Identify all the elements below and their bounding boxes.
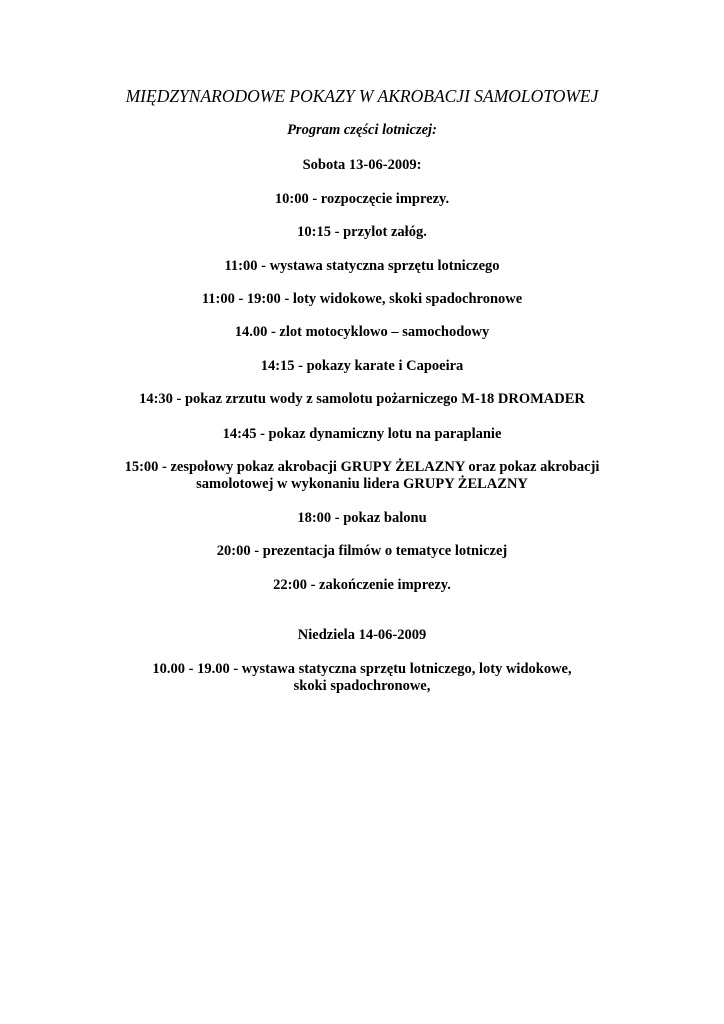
sunday-heading: Niedziela 14-06-2009 [297,627,427,643]
schedule-item: 20:00 - prezentacja filmów o tematyce lotniczej [216,543,508,559]
schedule-item: 11:00 - wystawa statyczna sprzętu lotniczego [224,258,500,274]
schedule-item: 14:45 - pokaz dynamiczny lotu na paraplanie [222,426,502,442]
schedule-item: 14:15 - pokazy karate i Capoeira [260,358,464,374]
schedule-item: 10:15 - przylot załóg. [297,224,427,240]
schedule-item-continued: samolotowej w wykonaniu lidera GRUPY ŻELAZNY [196,476,528,492]
schedule-item: 11:00 - 19:00 - loty widokowe, skoki spadochronowe [201,291,523,307]
schedule-item: 18:00 - pokaz balonu [297,510,427,526]
schedule-item: 10:00 - rozpoczęcie imprezy. [274,191,450,207]
document-title: MIĘDZYNARODOWE POKAZY W AKROBACJI SAMOLOTOWEJ [125,86,599,106]
program-subtitle: Program części lotniczej: [287,122,437,138]
saturday-heading: Sobota 13-06-2009: [302,157,422,173]
schedule-item-continued: skoki spadochronowe, [293,678,431,694]
schedule-item: 15:00 - zespołowy pokaz akrobacji GRUPY ŻELAZNY oraz pokaz akrobacji [124,459,600,475]
schedule-item: 22:00 - zakończenie imprezy. [273,577,451,593]
schedule-item: 10.00 - 19.00 - wystawa statyczna sprzętu lotniczego, loty widokowe, [152,661,572,677]
schedule-item: 14:30 - pokaz zrzutu wody z samolotu pożarniczego M-18 DROMADER [139,391,585,407]
schedule-item: 14.00 - zlot motocyklowo – samochodowy [234,324,490,340]
